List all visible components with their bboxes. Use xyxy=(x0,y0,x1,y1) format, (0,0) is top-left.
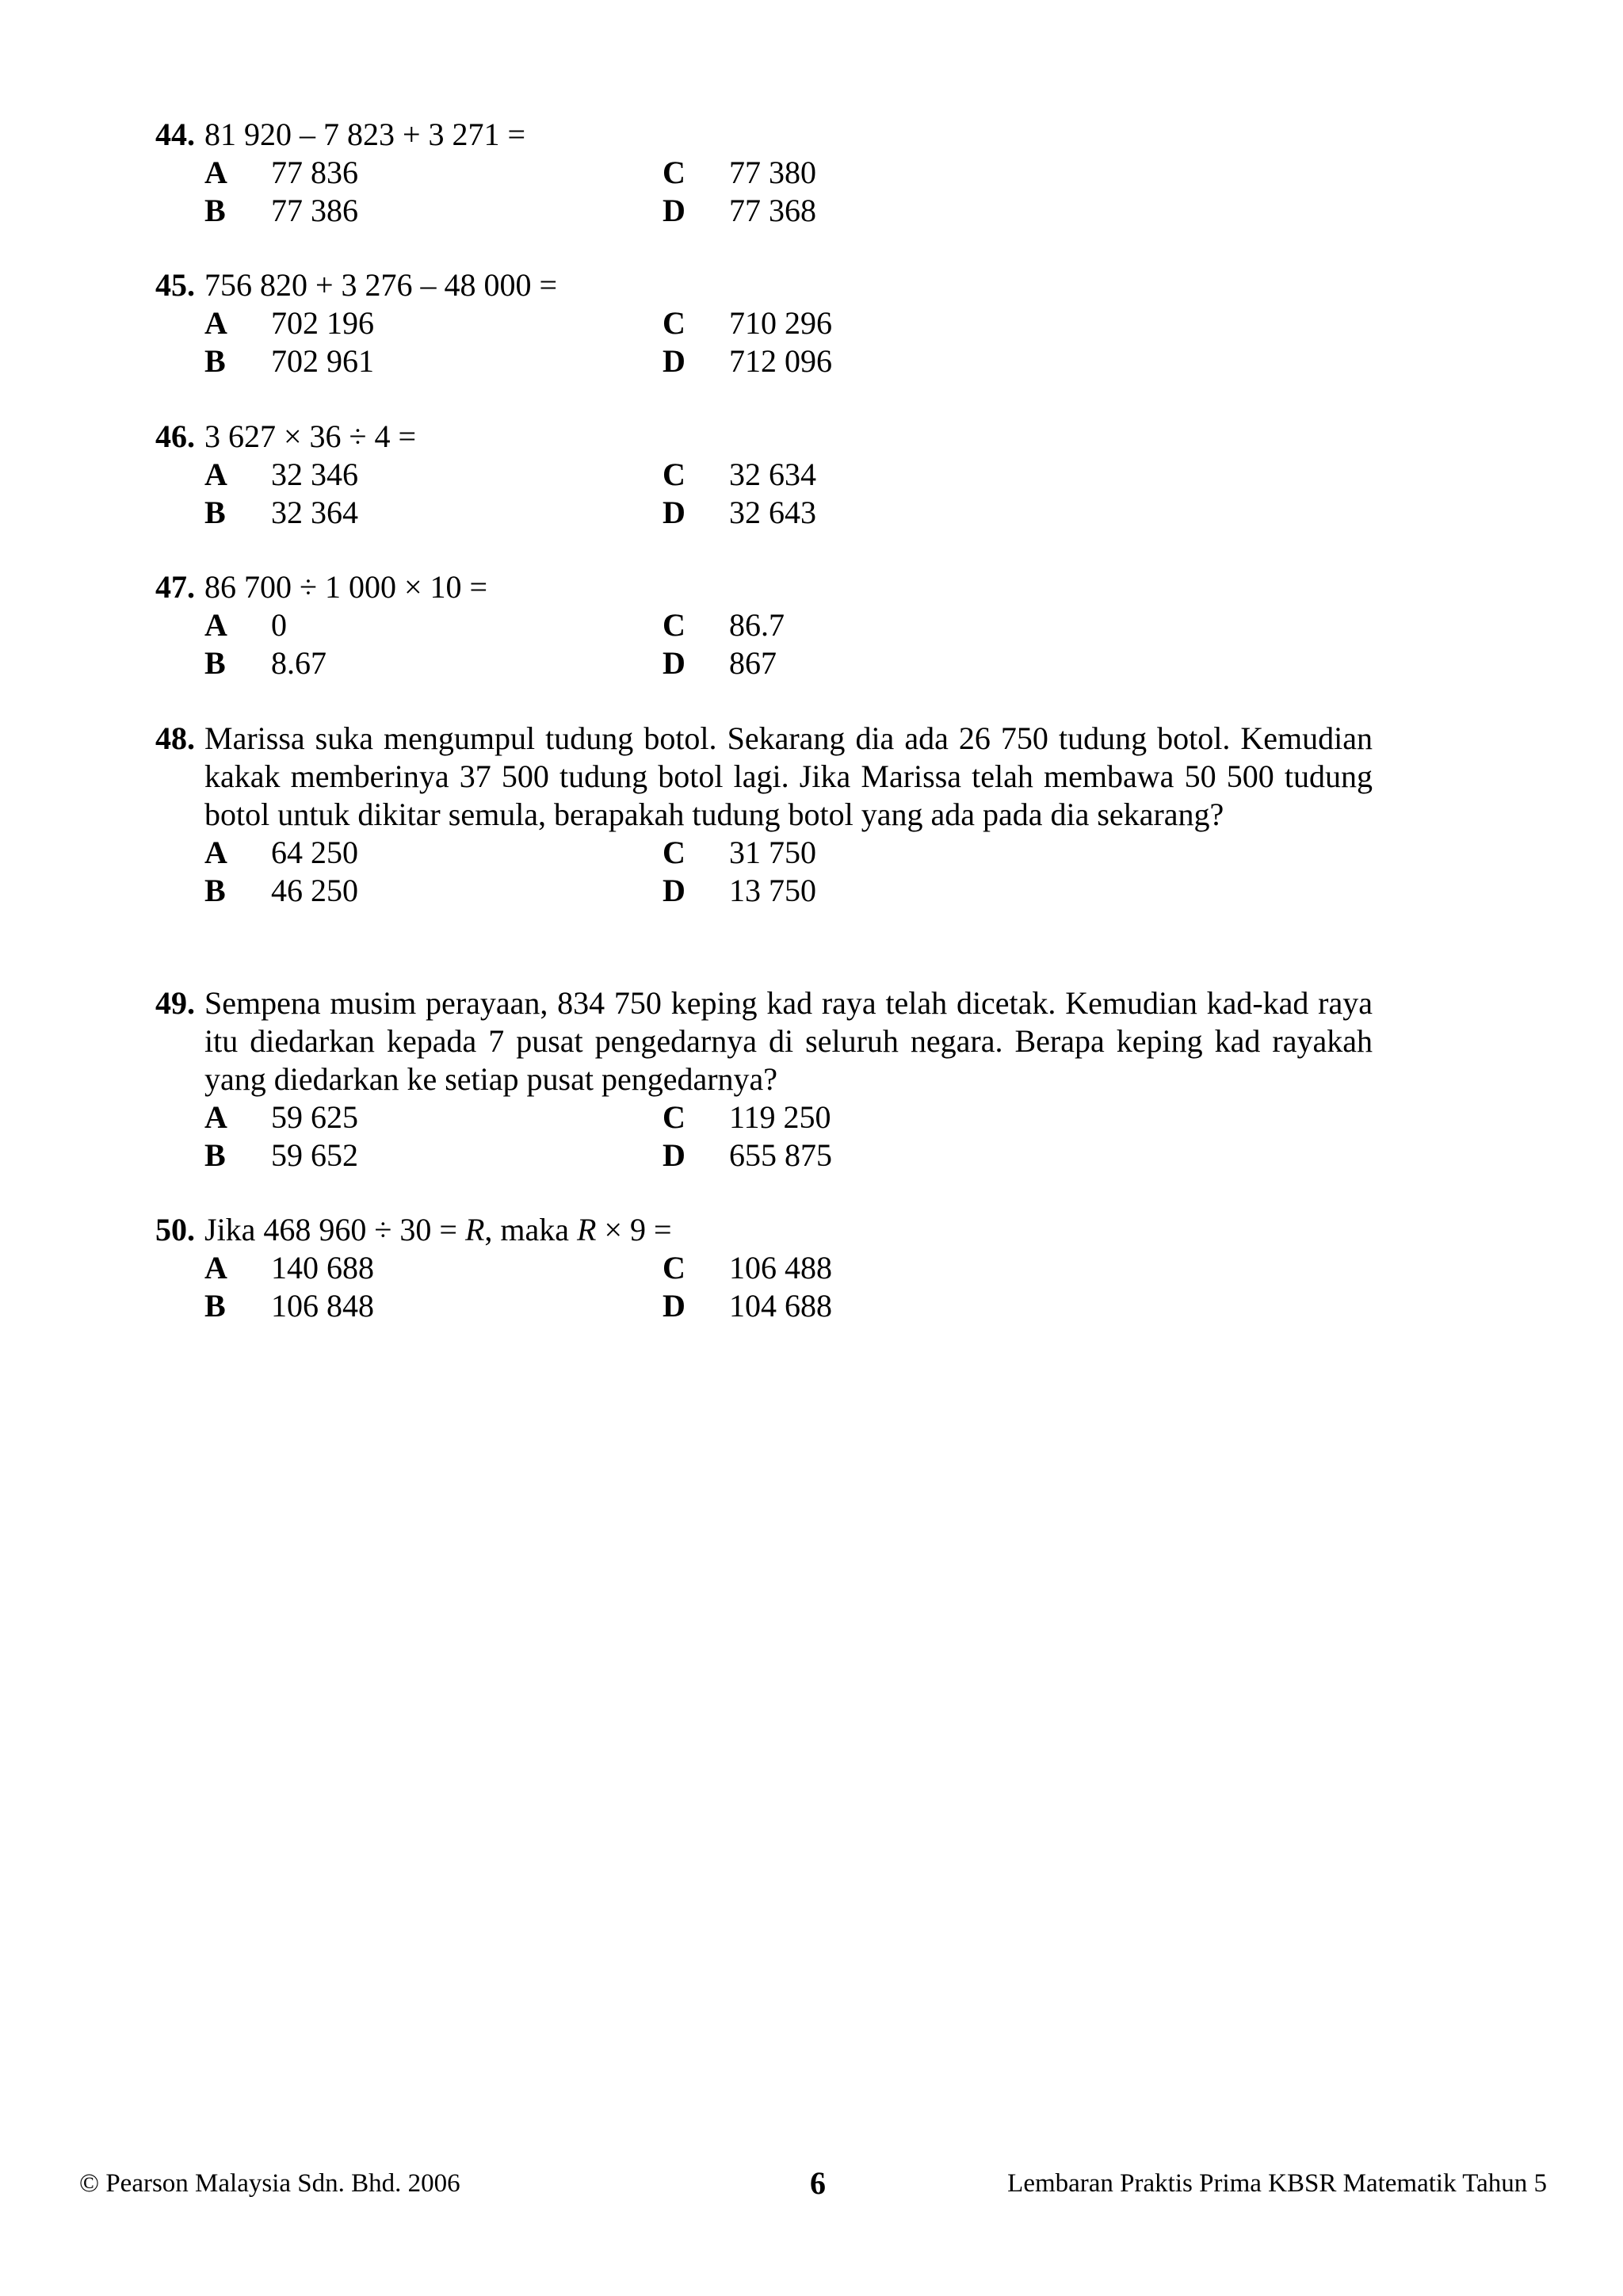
option-value: 32 346 xyxy=(271,457,358,492)
options-row-1 xyxy=(155,154,1373,192)
variable-r: R xyxy=(577,1212,597,1247)
question-stem xyxy=(155,984,1373,1098)
option-value: 13 750 xyxy=(729,873,816,908)
options-row-1 xyxy=(155,1249,1373,1287)
question-45 xyxy=(155,266,1373,380)
option-letter: C xyxy=(663,607,685,643)
question-49 xyxy=(155,984,1373,1175)
option-letter: D xyxy=(663,873,685,908)
question-stem xyxy=(155,1211,1373,1249)
question-text-part: , maka xyxy=(484,1212,578,1247)
question-text-part: × 9 = xyxy=(596,1212,672,1247)
option-letter: D xyxy=(663,193,685,228)
question-text: Marissa suka mengumpul tudung botol. Sekarang dia ada 26 750 tudung botol. Kemudian kakak memberinya 37 500 tudung botol lagi. Jika Marissa telah membawa 50 500 tudung botol untuk dikitar semula, berapakah tudung botol yang ada pada dia sekarang? xyxy=(204,720,1373,832)
options-row-1 xyxy=(155,1098,1373,1137)
option-letter: C xyxy=(663,457,685,492)
option-value: 64 250 xyxy=(271,835,358,870)
option-letter: C xyxy=(663,1099,685,1135)
page-footer xyxy=(0,2165,1623,2207)
option-letter: B xyxy=(204,343,226,379)
option-value: 77 380 xyxy=(729,155,816,190)
option-letter: D xyxy=(663,1137,685,1173)
question-number: 47. xyxy=(155,569,195,605)
option-value: 106 848 xyxy=(271,1288,374,1324)
option-value: 77 386 xyxy=(271,193,358,228)
option-letter: B xyxy=(204,1288,226,1324)
option-value: 86.7 xyxy=(729,607,785,643)
options-row-1 xyxy=(155,834,1373,872)
option-letter: C xyxy=(663,155,685,190)
question-text: 3 627 × 36 ÷ 4 = xyxy=(204,418,417,454)
options-row-2 xyxy=(155,494,1373,532)
option-letter: A xyxy=(204,607,227,643)
option-letter: B xyxy=(204,495,226,530)
option-letter: B xyxy=(204,645,226,681)
question-text: 756 820 + 3 276 – 48 000 = xyxy=(204,267,558,303)
option-letter: B xyxy=(204,1137,226,1173)
question-text: 86 700 ÷ 1 000 × 10 = xyxy=(204,569,488,605)
question-50 xyxy=(155,1211,1373,1325)
question-stem xyxy=(155,720,1373,834)
option-letter: C xyxy=(663,305,685,341)
option-value: 140 688 xyxy=(271,1250,374,1286)
option-letter: B xyxy=(204,193,226,228)
option-value: 712 096 xyxy=(729,343,832,379)
question-text: 81 920 – 7 823 + 3 271 = xyxy=(204,117,526,152)
page-number: 6 xyxy=(810,2165,826,2201)
option-letter: A xyxy=(204,305,227,341)
option-value: 655 875 xyxy=(729,1137,832,1173)
option-value: 32 643 xyxy=(729,495,816,530)
question-number: 48. xyxy=(155,720,195,756)
option-value: 702 196 xyxy=(271,305,374,341)
question-stem xyxy=(155,116,1373,154)
question-text: Sempena musim perayaan, 834 750 keping kad raya telah dicetak. Kemudian kad-kad raya itu diedarkan kepada 7 pusat pengedarnya di seluruh negara. Berapa keping kad rayakah yang diedarkan ke setiap pusat pengedarnya? xyxy=(204,985,1373,1097)
question-number: 50. xyxy=(155,1212,195,1247)
question-number: 49. xyxy=(155,985,195,1021)
option-value: 59 652 xyxy=(271,1137,358,1173)
option-letter: A xyxy=(204,1250,227,1286)
option-letter: C xyxy=(663,835,685,870)
question-46 xyxy=(155,418,1373,532)
option-value: 77 836 xyxy=(271,155,358,190)
option-value: 46 250 xyxy=(271,873,358,908)
option-value: 119 250 xyxy=(729,1099,831,1135)
option-letter: D xyxy=(663,495,685,530)
options-row-2 xyxy=(155,342,1373,380)
question-number: 44. xyxy=(155,117,195,152)
option-value: 77 368 xyxy=(729,193,816,228)
option-value: 0 xyxy=(271,607,287,643)
options-row-2 xyxy=(155,644,1373,682)
question-47 xyxy=(155,568,1373,682)
question-stem xyxy=(155,568,1373,606)
option-letter: B xyxy=(204,873,226,908)
question-stem xyxy=(155,266,1373,304)
options-row-1 xyxy=(155,606,1373,644)
option-value: 710 296 xyxy=(729,305,832,341)
option-value: 59 625 xyxy=(271,1099,358,1135)
option-value: 31 750 xyxy=(729,835,816,870)
options-row-2 xyxy=(155,1287,1373,1325)
option-letter: D xyxy=(663,645,685,681)
option-letter: A xyxy=(204,1099,227,1135)
options-row-2 xyxy=(155,872,1373,910)
option-value: 106 488 xyxy=(729,1250,832,1286)
options-row-2 xyxy=(155,192,1373,230)
option-value: 32 364 xyxy=(271,495,358,530)
option-letter: A xyxy=(204,457,227,492)
question-text-part: Jika 468 960 ÷ 30 = xyxy=(204,1212,465,1247)
option-value: 32 634 xyxy=(729,457,816,492)
option-letter: A xyxy=(204,155,227,190)
question-number: 45. xyxy=(155,267,195,303)
option-letter: C xyxy=(663,1250,685,1286)
options-row-1 xyxy=(155,304,1373,342)
option-value: 702 961 xyxy=(271,343,374,379)
variable-r: R xyxy=(464,1212,485,1247)
option-letter: D xyxy=(663,1288,685,1324)
option-value: 8.67 xyxy=(271,645,327,681)
options-row-1 xyxy=(155,456,1373,494)
question-48 xyxy=(155,720,1373,910)
option-value: 867 xyxy=(729,645,777,681)
copyright-notice: © Pearson Malaysia Sdn. Bhd. 2006 xyxy=(79,2169,460,2198)
question-44 xyxy=(155,116,1373,230)
option-value: 104 688 xyxy=(729,1288,832,1324)
question-number: 46. xyxy=(155,418,195,454)
question-text xyxy=(204,1211,1373,1249)
question-stem xyxy=(155,418,1373,456)
option-letter: D xyxy=(663,343,685,379)
options-row-2 xyxy=(155,1137,1373,1175)
publication-title: Lembaran Praktis Prima KBSR Matematik Tahun 5 xyxy=(1007,2169,1547,2198)
option-letter: A xyxy=(204,835,227,870)
